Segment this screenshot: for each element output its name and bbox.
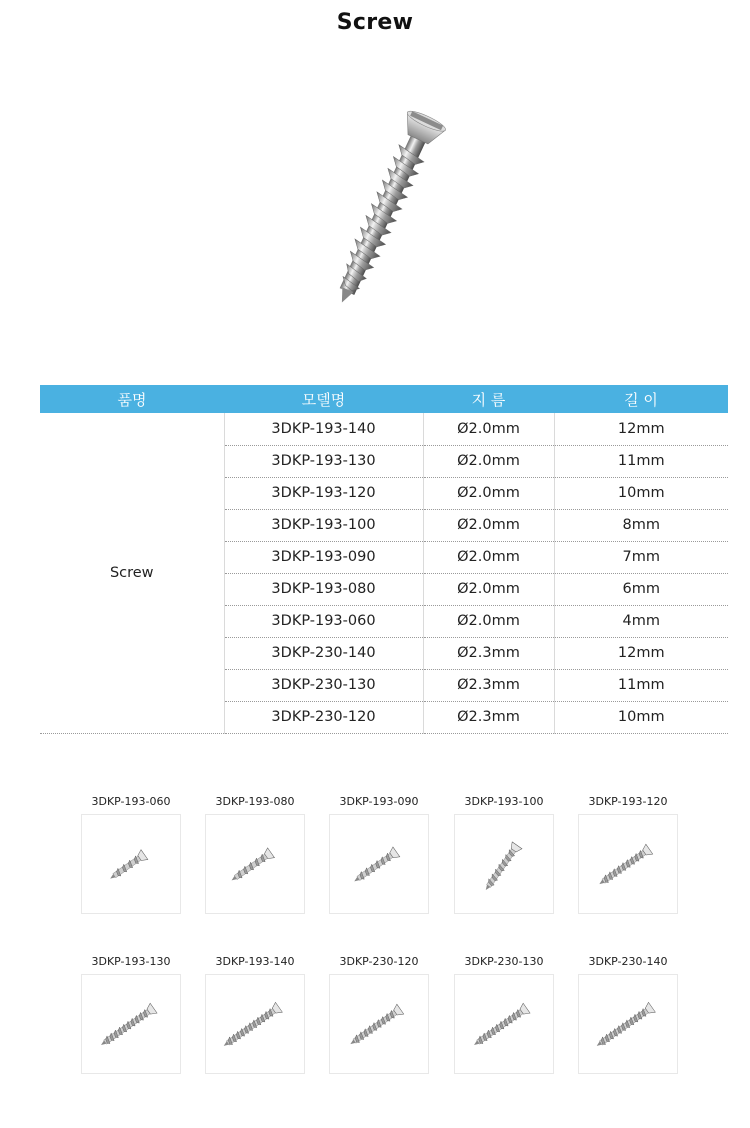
diameter-cell: Ø2.3mm	[423, 637, 554, 669]
model-cell: 3DKP-230-130	[224, 669, 423, 701]
length-cell: 10mm	[554, 701, 728, 733]
table-row	[40, 413, 728, 445]
diameter-cell: Ø2.0mm	[423, 605, 554, 637]
length-cell: 12mm	[554, 637, 728, 669]
length-cell: 11mm	[554, 669, 728, 701]
thumbnail-label: 3DKP-230-130	[464, 955, 544, 968]
thumbnail-item	[81, 954, 181, 1074]
screw-icon	[334, 979, 424, 1069]
page-title: Screw	[336, 10, 414, 35]
thumbnail-image	[578, 974, 678, 1074]
header-diameter: 지 름	[423, 385, 554, 413]
screw-icon	[334, 819, 424, 909]
model-cell: 3DKP-193-120	[224, 477, 423, 509]
header-model-name: 모델명	[224, 385, 423, 413]
screw-icon	[583, 979, 673, 1069]
product-name-cell: Screw	[40, 413, 224, 733]
thumbnail-item	[329, 954, 429, 1074]
screw-image	[300, 100, 470, 320]
thumbnail-label: 3DKP-230-120	[339, 955, 419, 968]
diameter-cell: Ø2.0mm	[423, 541, 554, 573]
screw-icon	[86, 819, 176, 909]
thumbnail-image	[454, 974, 554, 1074]
thumbnail-item	[578, 794, 678, 914]
model-cell: 3DKP-193-080	[224, 573, 423, 605]
thumbnail-label: 3DKP-193-140	[215, 955, 295, 968]
thumbnail-image	[454, 814, 554, 914]
thumbnail-item	[578, 954, 678, 1074]
thumbnail-image	[329, 814, 429, 914]
screw-icon	[583, 819, 673, 909]
thumbnail-label: 3DKP-193-060	[91, 795, 171, 808]
diameter-cell: Ø2.0mm	[423, 477, 554, 509]
model-cell: 3DKP-193-090	[224, 541, 423, 573]
screw-icon	[459, 979, 549, 1069]
diameter-cell: Ø2.0mm	[423, 445, 554, 477]
header-length: 길 이	[554, 385, 728, 413]
screw-icon	[210, 979, 300, 1069]
thumbnail-image	[205, 974, 305, 1074]
spec-table	[40, 385, 728, 734]
thumbnail-item	[81, 794, 181, 914]
length-cell: 8mm	[554, 509, 728, 541]
thumbnail-image	[81, 974, 181, 1074]
thumbnail-label: 3DKP-193-130	[91, 955, 171, 968]
thumbnail-item	[205, 954, 305, 1074]
model-cell: 3DKP-193-060	[224, 605, 423, 637]
thumbnail-label: 3DKP-193-080	[215, 795, 295, 808]
length-cell: 11mm	[554, 445, 728, 477]
thumbnail-label: 3DKP-230-140	[588, 955, 668, 968]
thumbnail-label: 3DKP-193-090	[339, 795, 419, 808]
model-cell: 3DKP-230-120	[224, 701, 423, 733]
diameter-cell: Ø2.3mm	[423, 669, 554, 701]
diameter-cell: Ø2.3mm	[423, 701, 554, 733]
thumbnail-item	[454, 954, 554, 1074]
screw-icon	[86, 979, 176, 1069]
header-product-name: 품명	[40, 385, 224, 413]
thumbnail-item	[454, 794, 554, 914]
screw-icon	[300, 100, 470, 320]
length-cell: 7mm	[554, 541, 728, 573]
thumbnail-image	[329, 974, 429, 1074]
thumbnail-label: 3DKP-193-120	[588, 795, 668, 808]
thumbnail-image	[81, 814, 181, 914]
thumbnail-image	[578, 814, 678, 914]
diameter-cell: Ø2.0mm	[423, 413, 554, 445]
length-cell: 4mm	[554, 605, 728, 637]
diameter-cell: Ø2.0mm	[423, 573, 554, 605]
thumbnail-item	[329, 794, 429, 914]
model-cell: 3DKP-230-140	[224, 637, 423, 669]
screw-icon	[459, 819, 549, 909]
thumbnail-item	[205, 794, 305, 914]
model-cell: 3DKP-193-130	[224, 445, 423, 477]
thumbnail-label: 3DKP-193-100	[464, 795, 544, 808]
length-cell: 10mm	[554, 477, 728, 509]
table-header-row	[40, 385, 728, 413]
length-cell: 12mm	[554, 413, 728, 445]
model-cell: 3DKP-193-140	[224, 413, 423, 445]
length-cell: 6mm	[554, 573, 728, 605]
thumbnail-image	[205, 814, 305, 914]
screw-icon	[210, 819, 300, 909]
diameter-cell: Ø2.0mm	[423, 509, 554, 541]
model-cell: 3DKP-193-100	[224, 509, 423, 541]
